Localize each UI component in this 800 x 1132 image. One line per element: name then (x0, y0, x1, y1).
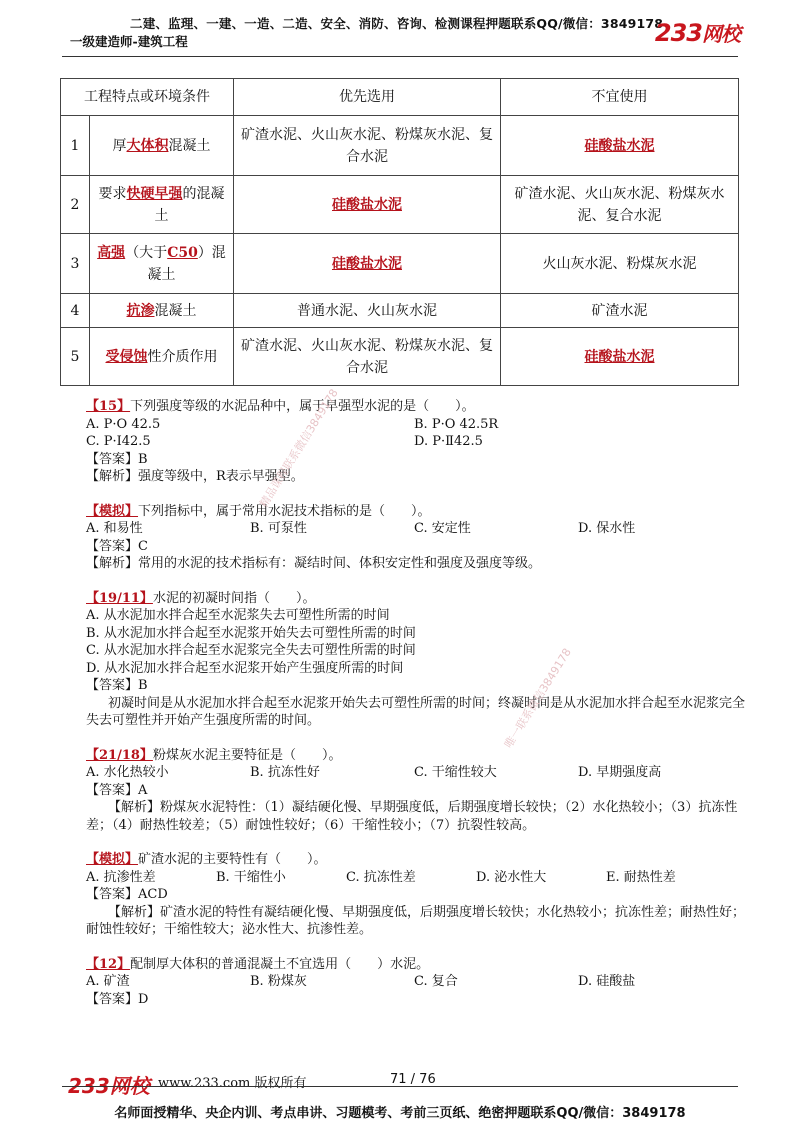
question-text: 下列指标中，属于常用水泥技术指标的是（ ）。 (138, 503, 431, 519)
row-condition (90, 234, 234, 294)
row-number: 1 (61, 116, 90, 176)
question-item (86, 747, 746, 835)
row-avoid: 矿渣水泥 (501, 294, 739, 328)
question-text: 配制厚大体积的普通混凝土不宜选用（ ）水泥。 (130, 956, 430, 972)
option: A. 水化热较小 (86, 765, 169, 780)
question-stem (86, 747, 746, 765)
cond-highlight: 抗渗 (126, 302, 155, 319)
question-stem (86, 503, 746, 521)
question-stem (86, 956, 746, 974)
option: D. 从水泥加水拌合起至水泥浆开始产生强度所需的时间 (86, 660, 404, 676)
watermark: 唯一联系微信3849178 (501, 646, 574, 751)
pref-highlight: 硅酸盐水泥 (332, 255, 402, 272)
option-row (86, 433, 746, 451)
question-item (86, 398, 746, 486)
document-subtitle: 一级建造师-建筑工程 (70, 34, 188, 49)
table-row (61, 294, 739, 328)
question-text: 矿渣水泥的主要特性有（ ）。 (138, 852, 327, 867)
option: C. 抗冻性差 (346, 869, 416, 885)
option: B. 抗冻性好 (250, 765, 320, 780)
cond-text: 要求 (98, 185, 127, 202)
pref-highlight: 硅酸盐水泥 (332, 196, 402, 213)
answer: 【答案】B (86, 451, 148, 467)
option: B. 可泵性 (250, 521, 307, 536)
option: B. 粉煤灰 (250, 974, 307, 989)
option-row (86, 973, 746, 991)
header-avoid: 不宜使用 (501, 79, 739, 116)
table-row (61, 328, 739, 386)
footer-logo: 233网校 (68, 1074, 150, 1098)
option-row (86, 764, 746, 782)
option: B. P·O 42.5R (414, 416, 499, 432)
option: B. 从水泥加水拌合起至水泥浆开始失去可塑性所需的时间 (86, 625, 416, 641)
header-divider (62, 56, 738, 57)
answer: 【答案】B (86, 678, 148, 693)
question-item (86, 503, 746, 573)
row-condition (90, 116, 234, 176)
option: D. P·Ⅱ42.5 (414, 434, 483, 449)
option: C. P·Ⅰ42.5 (86, 434, 151, 449)
footer-divider (62, 1086, 738, 1087)
option: D. 泌水性大 (476, 869, 547, 885)
answer: 【答案】ACD (86, 887, 168, 902)
analysis: 初凝时间是从水泥加水拌合起至水泥浆开始失去可塑性所需的时间；终凝时间是从水泥加水拌合起至水泥浆完全失去可塑性并开始产生强度所需的时间。 (86, 695, 746, 728)
analysis: 【解析】矿渣水泥的特性有凝结硬化慢、早期强度低，后期强度增长较快；水化热较小；抗冻性差；耐热性好；耐蚀性较好；干缩性较大；泌水性大、抗渗性差。 (86, 904, 746, 937)
option: C. 从水泥加水拌合起至水泥浆完全失去可塑性所需的时间 (86, 643, 416, 658)
question-text: 粉煤灰水泥主要特征是（ ）。 (152, 747, 342, 763)
option: A. P·O 42.5 (86, 416, 161, 432)
question-item (86, 851, 746, 939)
option: D. 早期强度高 (578, 765, 662, 780)
option-row (86, 869, 746, 887)
question-tag: 【模拟】 (86, 503, 139, 519)
row-preferred (234, 176, 501, 234)
watermark: 精品课程联系微信3849178 (257, 386, 341, 510)
cond-text: 混凝土 (154, 302, 197, 319)
row-condition (90, 176, 234, 234)
avoid-highlight: 硅酸盐水泥 (584, 137, 655, 154)
question-tag: 【模拟】 (86, 852, 139, 867)
answer: 【答案】C (86, 538, 148, 554)
row-condition (90, 294, 234, 328)
question-item (86, 956, 746, 1009)
option: C. 安定性 (414, 521, 471, 536)
question-stem (86, 398, 746, 416)
answer: 【答案】D (86, 991, 149, 1007)
question-tag: 【15】 (86, 399, 131, 414)
question-text: 下列强度等级的水泥品种中，属于早强型水泥的是（ ）。 (130, 399, 475, 414)
cond-highlight: 受侵蚀 (105, 348, 148, 365)
row-preferred: 矿渣水泥、火山灰水泥、粉煤灰水泥、复合水泥 (234, 328, 501, 386)
page-number: 71 / 76 (390, 1072, 436, 1087)
row-avoid: 矿渣水泥、火山灰水泥、粉煤灰水泥、复合水泥 (501, 176, 739, 234)
question-item (86, 590, 746, 730)
footer-copyright: www.233.com 版权所有 (158, 1076, 307, 1091)
header-condition: 工程特点或环境条件 (61, 79, 234, 116)
logo-text: 网校 (702, 22, 740, 46)
option: E. 耐热性差 (606, 869, 676, 885)
row-condition (90, 328, 234, 386)
row-number: 3 (61, 234, 90, 294)
cond-highlight: 快硬早强 (126, 185, 183, 202)
option: B. 干缩性小 (216, 869, 286, 885)
cond-text: （大于 (125, 244, 168, 261)
row-number: 2 (61, 176, 90, 234)
row-number: 5 (61, 328, 90, 386)
row-preferred: 普通水泥、火山灰水泥 (234, 294, 501, 328)
cond-highlight: 大体积 (126, 137, 169, 154)
option-row (86, 520, 746, 538)
cond-text: 厚 (112, 137, 127, 154)
question-stem (86, 590, 746, 608)
header-preferred: 优先选用 (234, 79, 501, 116)
row-avoid (501, 328, 739, 386)
option: A. 和易性 (86, 521, 143, 536)
row-preferred: 矿渣水泥、火山灰水泥、粉煤灰水泥、复合水泥 (234, 116, 501, 176)
footer-banner: 名师面授精华、央企内训、考点串讲、习题模考、考前三页纸、绝密押题联系QQ/微信：3849178 (114, 1106, 686, 1121)
table-row (61, 116, 739, 176)
brand-logo (655, 18, 740, 47)
table-row (61, 176, 739, 234)
row-avoid (501, 116, 739, 176)
question-tag: 【21/18】 (86, 747, 153, 763)
cond-text: ）混凝土 (147, 244, 226, 283)
option: A. 从水泥加水拌合起至水泥浆失去可塑性所需的时间 (86, 608, 390, 623)
question-text: 水泥的初凝时间指（ ）。 (152, 590, 316, 606)
answer: 【答案】A (86, 782, 148, 798)
row-avoid: 火山灰水泥、粉煤灰水泥 (501, 234, 739, 294)
cement-selection-table (60, 78, 739, 386)
option: D. 硅酸盐 (578, 974, 636, 989)
option: A. 矿渣 (86, 974, 130, 989)
option: C. 复合 (414, 974, 458, 989)
avoid-highlight: 硅酸盐水泥 (584, 348, 655, 365)
question-stem (86, 851, 746, 869)
cond-highlight: C50 (167, 244, 198, 261)
analysis: 【解析】强度等级中，R表示早强型。 (86, 469, 304, 484)
question-list (86, 398, 746, 1025)
option-row (86, 416, 746, 434)
option: C. 干缩性较大 (414, 765, 497, 780)
header-banner: 二建、监理、一建、一造、二造、安全、消防、咨询、检测课程押题联系QQ/微信：3849178 (130, 16, 664, 31)
cond-text: 性介质作用 (147, 348, 218, 365)
option: D. 保水性 (578, 521, 636, 536)
question-tag: 【19/11】 (86, 590, 153, 606)
table-header-row (61, 79, 739, 116)
question-tag: 【12】 (86, 956, 131, 972)
row-number: 4 (61, 294, 90, 328)
table-row (61, 234, 739, 294)
cond-text: 混凝土 (168, 137, 211, 154)
row-preferred (234, 234, 501, 294)
option: A. 抗渗性差 (86, 869, 156, 885)
logo-number: 233 (654, 19, 702, 47)
cond-text: 的混凝土 (154, 185, 225, 224)
analysis: 【解析】粉煤灰水泥特性：（1）凝结硬化慢、早期强度低，后期强度增长较快；（2）水化热较小；（3）抗冻性差；（4）耐热性较差；（5）耐蚀性较好；（6）干缩性较小；（7）抗裂性较高。 (86, 800, 738, 833)
analysis: 【解析】常用的水泥的技术指标有：凝结时间、体积安定性和强度及强度等级。 (86, 556, 542, 571)
cond-highlight: 高强 (97, 244, 126, 261)
